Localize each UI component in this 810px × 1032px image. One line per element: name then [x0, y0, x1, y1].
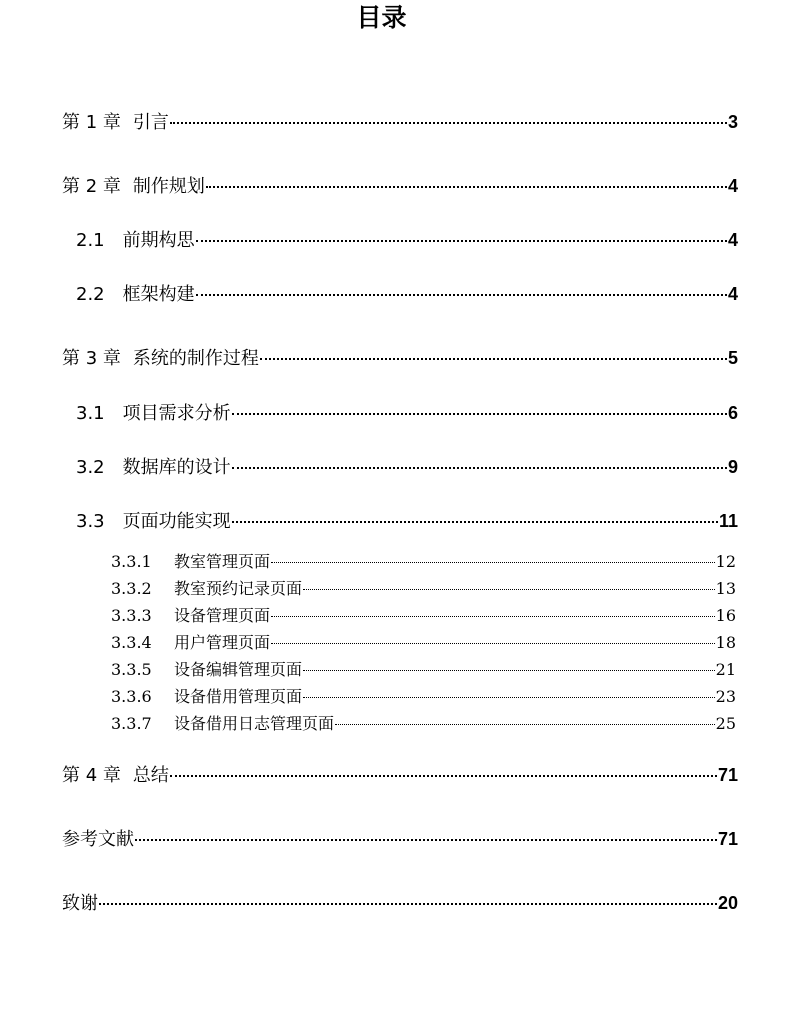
dot-leader	[170, 122, 727, 124]
toc-entry-page: 6	[727, 403, 738, 423]
dot-leader	[206, 186, 727, 188]
dot-leader	[271, 616, 715, 617]
toc-entry-section-2-1[interactable]	[76, 226, 738, 254]
toc-entry-page: 71	[717, 829, 738, 849]
toc-entry-number: 3.3	[76, 511, 105, 532]
toc-entry-title: 前期构思	[122, 230, 195, 251]
toc-entry-references[interactable]	[62, 825, 738, 853]
toc-entry-number: 2.1	[76, 230, 105, 251]
toc-entry-chapter-1[interactable]	[62, 108, 738, 136]
toc-entry-number: 3.3.6	[111, 687, 152, 706]
dot-leader	[303, 670, 715, 671]
toc-entry-subsection-3-3-7[interactable]	[111, 712, 736, 736]
toc-entry-subsection-3-3-6[interactable]	[111, 685, 736, 709]
dot-leader	[232, 413, 727, 415]
toc-entry-number: 第 1 章	[62, 112, 121, 133]
toc-entry-page: 18	[715, 633, 736, 652]
toc-entry-title: 系统的制作过程	[132, 348, 259, 369]
page-title: 目录	[356, 3, 407, 32]
toc-entry-page: 16	[715, 606, 736, 625]
toc-entry-page: 4	[727, 176, 738, 196]
toc-entry-title: 数据库的设计	[122, 457, 231, 478]
toc-entry-section-3-2[interactable]	[76, 453, 738, 481]
toc-entry-page: 21	[715, 660, 736, 679]
toc-entry-section-3-3[interactable]	[76, 507, 738, 535]
toc-entry-title: 页面功能实现	[122, 511, 231, 532]
toc-entry-chapter-3[interactable]	[62, 344, 738, 372]
toc-entry-section-3-1[interactable]	[76, 399, 738, 427]
toc-entry-chapter-4[interactable]	[62, 761, 738, 789]
toc-entry-number: 3.3.5	[111, 660, 152, 679]
toc-entry-title: 总结	[132, 765, 169, 786]
toc-entry-page: 11	[718, 511, 738, 531]
toc-entry-number: 2.2	[76, 284, 105, 305]
dot-leader	[335, 724, 715, 725]
toc-entry-subsection-3-3-4[interactable]	[111, 631, 736, 655]
toc-entry-number: 3.3.2	[111, 579, 152, 598]
toc-entry-title: 教室管理页面	[174, 552, 271, 571]
toc-entry-page: 4	[727, 230, 738, 250]
toc-entry-subsection-3-3-1[interactable]	[111, 550, 736, 574]
toc-entry-subsection-3-3-5[interactable]	[111, 658, 736, 682]
toc-entry-section-2-2[interactable]	[76, 280, 738, 308]
toc-entry-number: 3.3.7	[111, 714, 152, 733]
dot-leader	[196, 294, 727, 296]
dot-leader	[170, 775, 717, 777]
toc-entry-title: 制作规划	[132, 176, 205, 197]
dot-leader	[135, 839, 717, 841]
toc-entry-subsection-3-3-3[interactable]	[111, 604, 736, 628]
toc-entry-page: 20	[717, 893, 738, 913]
toc-entry-page: 12	[715, 552, 736, 571]
toc-entry-number: 3.3.4	[111, 633, 152, 652]
toc-entry-number: 3.3.3	[111, 606, 152, 625]
toc-entry-page: 4	[727, 284, 738, 304]
toc-entry-acknowledgements[interactable]	[62, 889, 738, 917]
dot-leader	[99, 903, 717, 905]
toc-entry-title: 项目需求分析	[122, 403, 231, 424]
toc-entry-page: 3	[727, 112, 738, 132]
toc-entry-number: 3.1	[76, 403, 105, 424]
dot-leader	[303, 697, 715, 698]
toc-entry-title: 引言	[132, 112, 169, 133]
toc-entry-title: 设备管理页面	[174, 606, 271, 625]
dot-leader	[232, 467, 727, 469]
dot-leader	[271, 562, 715, 563]
dot-leader	[196, 240, 727, 242]
toc-entry-number: 第 4 章	[62, 765, 121, 786]
toc-entry-title: 设备编辑管理页面	[174, 660, 303, 679]
dot-leader	[260, 358, 727, 360]
toc-entry-chapter-2[interactable]	[62, 172, 738, 200]
toc-entry-page: 5	[727, 348, 738, 368]
toc-entry-page: 13	[715, 579, 736, 598]
toc-entry-subsection-3-3-2[interactable]	[111, 577, 736, 601]
dot-leader	[232, 521, 718, 523]
toc-entry-title: 设备借用管理页面	[174, 687, 303, 706]
toc-entry-title: 教室预约记录页面	[174, 579, 303, 598]
toc-entry-title: 设备借用日志管理页面	[174, 714, 335, 733]
toc-entry-page: 71	[717, 765, 738, 785]
toc-entry-title: 用户管理页面	[174, 633, 271, 652]
toc-entry-title: 参考文献	[62, 829, 134, 850]
toc-entry-page: 9	[727, 457, 738, 477]
toc-entry-title: 致谢	[62, 893, 98, 914]
toc-entry-number: 3.3.1	[111, 552, 152, 571]
dot-leader	[303, 589, 715, 590]
toc-entry-page: 25	[715, 714, 736, 733]
toc-entry-number: 第 2 章	[62, 176, 121, 197]
toc-entry-title: 框架构建	[122, 284, 195, 305]
toc-entry-number: 3.2	[76, 457, 105, 478]
toc-entry-number: 第 3 章	[62, 348, 121, 369]
dot-leader	[271, 643, 715, 644]
toc-entry-page: 23	[715, 687, 736, 706]
